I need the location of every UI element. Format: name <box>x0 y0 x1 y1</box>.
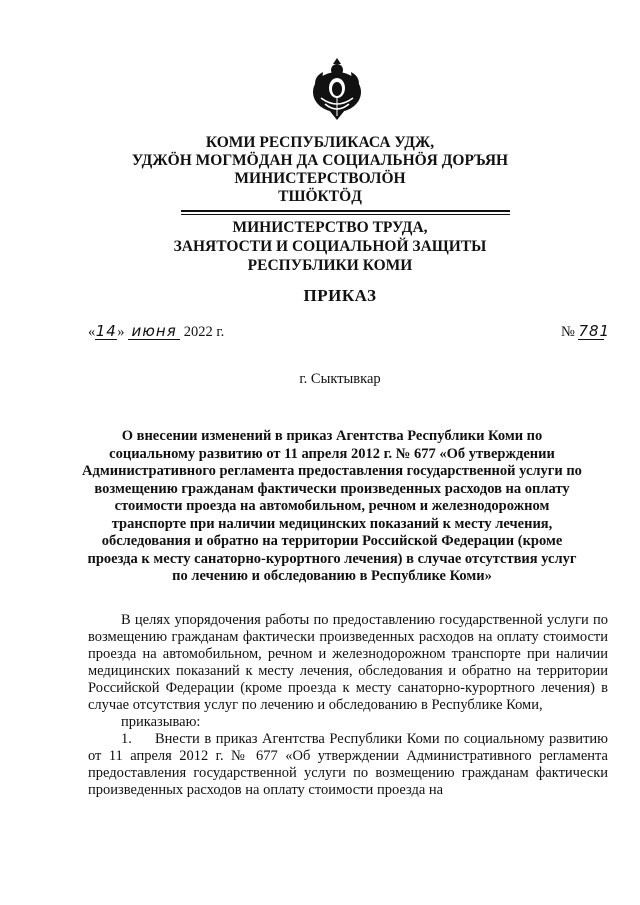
document-type: ПРИКАЗ <box>303 286 377 305</box>
document-title: О внесении изменений в приказ Агентства Республики Коми по социальному развитию от 11 апреля 2012 г. № 677 «Об утверждении Административного регламента предоставления государственной услуги по возмещению гражданам фактически произведенных расходов на оплату стоимости проезда на автомобильном, речном и железнодорожном транспорте при наличии медицинских показаний к месту лечения, обследования и обратно на территории Российской Федерации (кроме проезда к месту санаторно-курортного лечения) в случае отсутствия услуг по лечению и обследованию в Республике Коми» <box>82 428 582 584</box>
header-divider-thick <box>181 210 510 212</box>
header-ru <box>0 218 640 275</box>
document-city: г. Сыктывкар <box>299 371 381 387</box>
date-close-quote: » <box>117 324 125 340</box>
header-divider-thin <box>181 214 510 215</box>
komi-coat-of-arms-icon <box>307 58 367 120</box>
number-label: № <box>561 324 575 340</box>
header-komi-line: ТШӦКТӦД <box>278 188 362 205</box>
order-word: приказываю: <box>121 714 201 730</box>
order-item-1 <box>88 731 608 799</box>
header-ru-line: ЗАНЯТОСТИ И СОЦИАЛЬНОЙ ЗАЩИТЫ <box>173 238 487 255</box>
order-item-1-text: Внести в приказ Агентства Республики Коми по социальному развитию от 11 апреля 2012 г. № 677 «Об утверждении Административного регламента предоставления государственной услуги по возмещению гражданам фактически произведенных расходов на оплату стоимости проезда на <box>88 731 608 798</box>
header-komi-line: УДЖӦН МОГМӦДАН ДА СОЦИАЛЬНӦЯ ДОРЪЯН <box>131 152 509 169</box>
header-komi <box>0 134 640 206</box>
date-month: июня <box>128 323 180 340</box>
body-intro-paragraph: В целях упорядочения работы по предоставлению государственной услуги по возмещению гражданам фактически произведенных расходов на оплату стоимости проезда на автомобильном, речном и железнодорожном транспорте при наличии медицинских показаний к месту лечения, обследования и обратно на территории Российской Федерации (кроме проезда к месту санаторно-курортного лечения) в случае отсутствия услуг по лечению и обследованию в Республике Коми, <box>88 612 608 713</box>
document-date <box>88 323 224 341</box>
order-item-1-number: 1. <box>121 731 132 747</box>
number-value: 781 <box>578 322 611 340</box>
document-number <box>561 322 611 341</box>
header-komi-line: МИНИСТЕРСТВОЛӦН <box>234 170 406 187</box>
header-ru-line: РЕСПУБЛИКИ КОМИ <box>247 257 413 274</box>
date-open-quote: « <box>88 324 96 340</box>
document-body <box>88 612 608 799</box>
date-year: 2022 г. <box>183 324 225 340</box>
date-day: 14 <box>95 322 117 340</box>
header-komi-line: КОМИ РЕСПУБЛИКАСА УДЖ, <box>205 134 435 151</box>
header-ru-line: МИНИСТЕРСТВО ТРУДА, <box>232 219 428 236</box>
